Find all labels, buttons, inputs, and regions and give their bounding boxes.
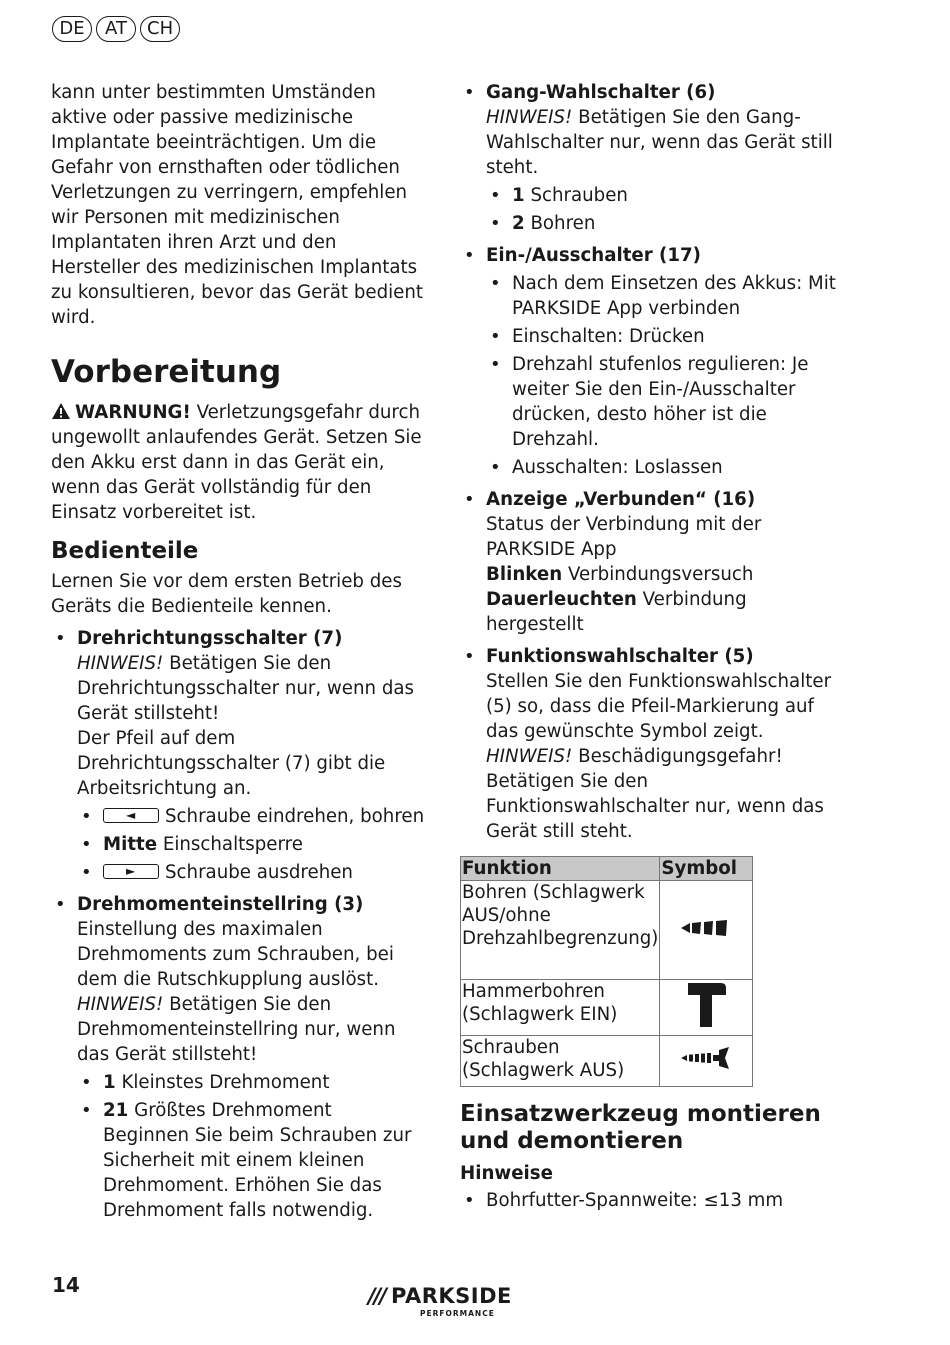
bullet: • [490, 354, 501, 375]
option-text: Größtes Drehmoment [134, 1100, 332, 1121]
hinweise-text: Bohrfutter-Spannweite: ≤13 mm [486, 1190, 784, 1211]
bullet: • [490, 185, 501, 206]
sub-item [77, 1098, 431, 1223]
bullet: • [490, 326, 501, 347]
right-column [460, 80, 840, 1213]
bullet: • [464, 1190, 475, 1211]
section-title: Vorbereitung [51, 354, 282, 390]
parkside-logo [368, 1284, 512, 1318]
list-item-drehmoment [51, 892, 431, 1223]
hinweis-label: HINWEIS! [486, 107, 573, 128]
warning-paragraph [51, 400, 431, 525]
bullet: • [464, 646, 475, 667]
bullet: • [81, 1100, 92, 1121]
list-item-drehrichtung [51, 626, 431, 885]
warning-label: WARNUNG! [75, 402, 191, 423]
sub-item [77, 804, 431, 829]
option-text: Schraube eindrehen, bohren [165, 806, 425, 827]
bullet: • [81, 862, 92, 883]
item-title: Anzeige „Verbunden“ (16) [486, 489, 756, 510]
item-hinweis [486, 744, 840, 844]
option-text: Einschaltsperre [162, 834, 303, 855]
sub-item [486, 352, 840, 452]
option-text: Schraube ausdrehen [165, 862, 353, 883]
logo-stripes-icon: /// [368, 1284, 386, 1308]
page-number: 14 [52, 1273, 80, 1297]
item-text: Der Pfeil auf dem Drehrichtungsschalter (7) gibt die Arbeitsrichtung an. [77, 728, 386, 799]
option-text: Drehzahl stufenlos regulieren: Je weiter Sie den Ein-/Ausschalter drücken, desto höher ist die Drehzahl. [512, 354, 809, 450]
sub-item [486, 324, 840, 349]
left-column [51, 80, 431, 1223]
country-badge-ch: CH [140, 16, 180, 42]
item-hinweis [486, 105, 840, 180]
table-header-row [461, 857, 753, 881]
table-row [461, 980, 753, 1036]
sub-item [486, 271, 840, 321]
bullet: • [81, 834, 92, 855]
hinweis-text: Betätigen Sie den Drehmomenteinstellring nur, wenn das Gerät stillsteht! [77, 994, 396, 1065]
list-item-anzeige [460, 487, 840, 637]
table-cell-symbol [660, 980, 753, 1036]
hinweis-text: Betätigen Sie den Gang-Wahlschalter nur, wenn das Gerät still steht. [486, 107, 833, 178]
item-hinweis [77, 992, 431, 1067]
table-header-symbol: Symbol [660, 857, 753, 881]
sub-item [77, 1070, 431, 1095]
bullet: • [464, 82, 475, 103]
country-badges [52, 16, 180, 42]
option-text: Ausschalten: Loslassen [512, 457, 723, 478]
function-table [460, 856, 753, 1087]
controls-intro: Lernen Sie vor dem ersten Betrieb des Geräts die Bedienteile kennen. [51, 571, 402, 617]
hinweis-text: Beschädigungsgefahr! Betätigen Sie den Funktionswahlschalter nur, wenn das Gerät still steht. [486, 746, 824, 842]
table-cell-symbol [660, 881, 753, 980]
bullet: • [490, 213, 501, 234]
status-text: Verbindungsversuch [567, 564, 754, 585]
item-title: Gang-Wahlschalter (6) [486, 82, 716, 103]
sub-item [77, 860, 431, 885]
mount-title: Einsatzwerkzeug montieren und demontieren [460, 1101, 821, 1154]
table-cell-funktion: Bohren (Schlagwerk AUS/ohne Drehzahlbegrenzung) [461, 881, 660, 980]
table-cell-funktion: Schrauben (Schlagwerk AUS) [461, 1036, 660, 1087]
drill-icon [681, 920, 731, 936]
item-hinweis [77, 651, 431, 726]
hinweis-label: HINWEIS! [486, 746, 573, 767]
hinweis-label: HINWEIS! [77, 653, 164, 674]
sub-item [486, 183, 840, 208]
option-text: Nach dem Einsetzen des Akkus: Mit PARKSIDE App verbinden [512, 273, 836, 319]
table-cell-funktion: Hammerbohren (Schlagwerk EIN) [461, 980, 660, 1036]
list-item-funktion [460, 644, 840, 844]
screw-icon [681, 1047, 731, 1069]
status-label: Blinken [486, 564, 563, 585]
item-text: Status der Verbindung mit der PARKSIDE App [486, 514, 762, 560]
item-text: Stellen Sie den Funktionswahlschalter (5) so, dass die Pfeil-Markierung auf das gewünschte Symbol zeigt. [486, 671, 832, 742]
option-text: Einschalten: Drücken [512, 326, 705, 347]
bullet: • [464, 489, 475, 510]
country-badge-de: DE [52, 16, 92, 42]
list-item-hinweis [460, 1188, 840, 1213]
status-dauer [486, 587, 840, 637]
option-text: Bohren [530, 213, 596, 234]
arrow-right-icon: ► [103, 864, 159, 879]
table-header-funktion: Funktion [461, 857, 660, 881]
logo-brand: PARKSIDE [391, 1284, 512, 1308]
option-bold: 1 [512, 185, 525, 206]
arrow-left-icon: ◄ [103, 808, 159, 823]
bullet: • [81, 806, 92, 827]
item-title: Ein-/Ausschalter (17) [486, 245, 701, 266]
bullet: • [490, 457, 501, 478]
bullet: • [490, 273, 501, 294]
bullet: • [55, 894, 66, 915]
sub-item [77, 832, 431, 857]
option-text: Kleinstes Drehmoment [121, 1072, 330, 1093]
list-item-einaus [460, 243, 840, 480]
bullet: • [464, 245, 475, 266]
status-label: Dauerleuchten [486, 589, 637, 610]
logo-sub: PERFORMANCE [420, 1309, 495, 1318]
item-text: Einstellung des maximalen Drehmoments zum Schrauben, bei dem die Rutschkupplung auslöst. [77, 919, 394, 990]
intro-paragraph: kann unter bestimmten Umständen aktive oder passive medizinische Implantate beeinträchtigen. Um die Gefahr von ernsthaften oder tödlichen Verletzungen zu verringern, empfehlen wir Personen mit medizinischen Implantaten ihren Arzt und den Hersteller des medizinischen Implantats zu konsultieren, bevor das Gerät bedient wird. [51, 82, 424, 328]
option-bold: 21 [103, 1100, 129, 1121]
option-bold: 1 [103, 1072, 116, 1093]
controls-title: Bedienteile [51, 538, 199, 564]
bullet: • [55, 628, 66, 649]
option-bold: 2 [512, 213, 525, 234]
hinweise-title: Hinweise [460, 1163, 553, 1184]
item-title: Drehrichtungsschalter (7) [77, 628, 343, 649]
country-badge-at: AT [96, 16, 136, 42]
item-title: Drehmomenteinstellring (3) [77, 894, 364, 915]
bullet: • [81, 1072, 92, 1093]
option-text: Schrauben [530, 185, 628, 206]
warning-text: Verletzungsgefahr durch ungewollt anlaufendes Gerät. Setzen Sie den Akku erst dann in das Gerät ein, wenn das Gerät vollständig für den Einsatz vorbereitet ist. [51, 402, 422, 523]
status-blinken [486, 562, 840, 587]
list-item-gang [460, 80, 840, 236]
warning-icon [51, 402, 71, 420]
sub-item [486, 455, 840, 480]
hinweis-label: HINWEIS! [77, 994, 164, 1015]
status-text: Verbindung hergestellt [486, 589, 747, 635]
item-title: Funktionswahlschalter (5) [486, 646, 754, 667]
sub-item [486, 211, 840, 236]
option-bold: Mitte [103, 834, 158, 855]
hinweis-text: Betätigen Sie den Drehrichtungsschalter nur, wenn das Gerät stillsteht! [77, 653, 415, 724]
hammer-icon [685, 981, 727, 1029]
table-row [461, 1036, 753, 1087]
table-cell-symbol [660, 1036, 753, 1087]
table-row [461, 881, 753, 980]
item-note: Beginnen Sie beim Schrauben zur Sicherheit mit einem kleinen Drehmoment. Erhöhen Sie das Drehmoment falls notwendig. [103, 1125, 412, 1221]
